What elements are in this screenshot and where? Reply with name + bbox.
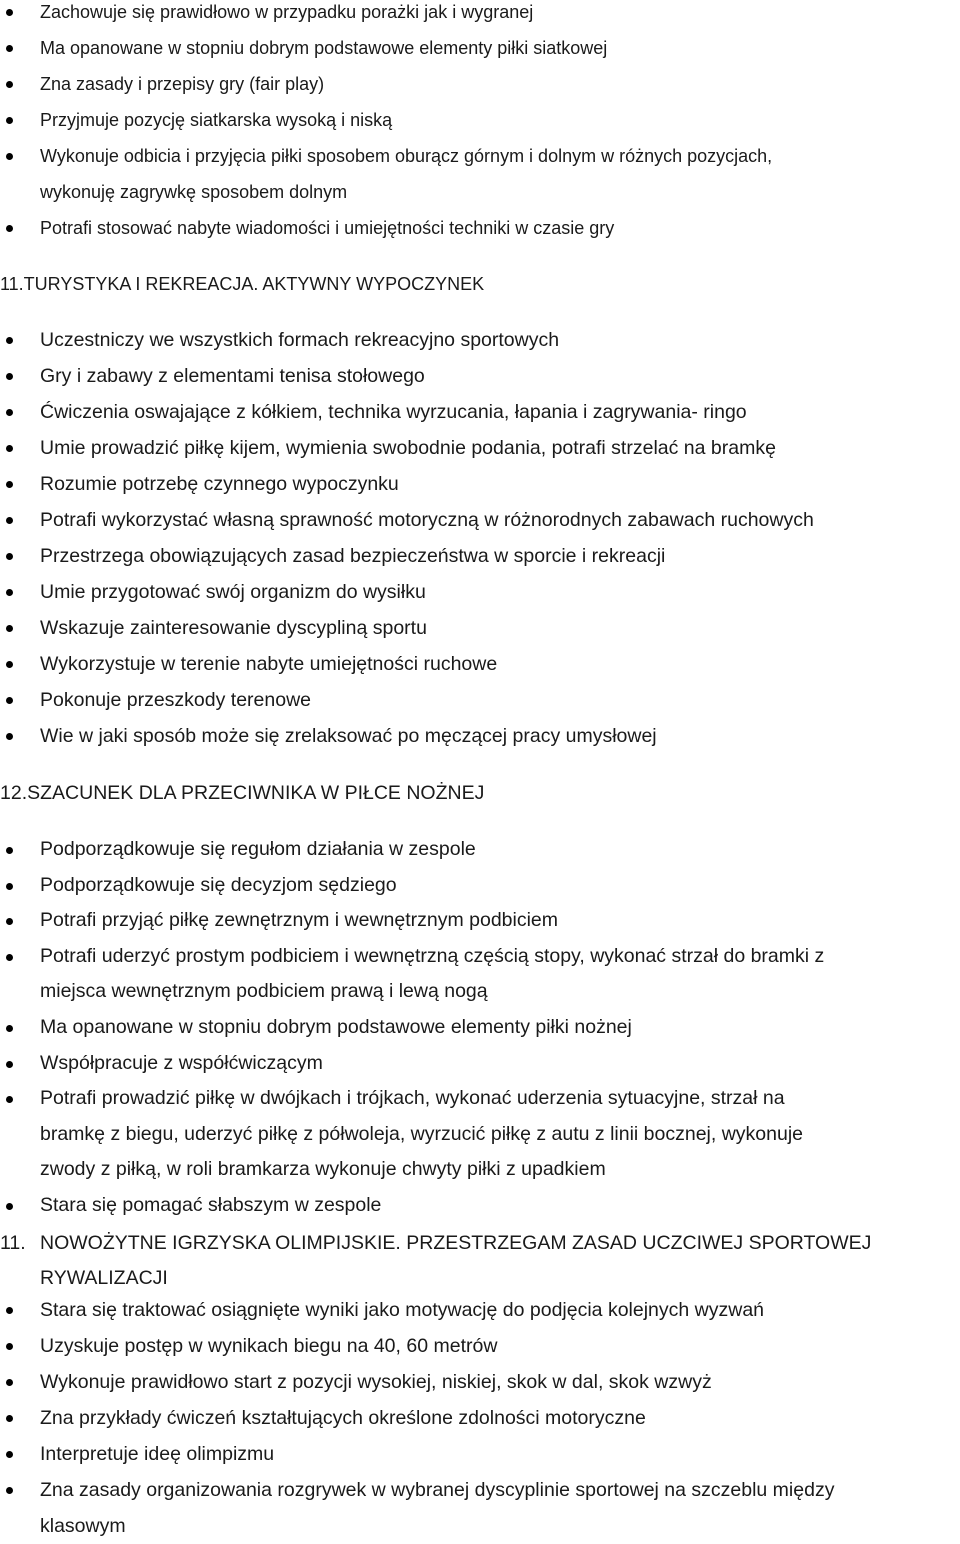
item-text: Wie w jaki sposób może się zrelaksować po męczącej pracy umysłowej: [40, 725, 657, 747]
item-text-continued: miejsca wewnętrznym podbiciem prawą i lewą nogą: [40, 980, 488, 1003]
bullet-icon: [6, 337, 13, 344]
item-text: Stara się traktować osiągnięte wyniki jako motywację do podjęcia kolejnych wyzwań: [40, 1299, 765, 1321]
item-text: Ćwiczenia oswajające z kółkiem, technika wyrzucania, łapania i zagrywania- ringo: [40, 401, 747, 423]
bullet-icon: [6, 589, 13, 596]
item-text: Uzyskuje postęp w wynikach biegu na 40, 60 metrów: [40, 1335, 498, 1357]
item-text: Potrafi prowadzić piłkę w dwójkach i trójkach, wykonać uderzenia sytuacyjne, strzał na: [40, 1087, 785, 1110]
item-text: Zna zasady organizowania rozgrywek w wybranej dyscyplinie sportowej na szczeblu między: [40, 1479, 835, 1501]
item-text: Zna przykłady ćwiczeń kształtujących określone zdolności motoryczne: [40, 1407, 646, 1429]
list-item: [0, 1364, 960, 1400]
item-text: Potrafi wykorzystać własną sprawność motoryczną w różnorodnych zabawach ruchowych: [40, 509, 814, 531]
item-text: Przestrzega obowiązujących zasad bezpieczeństwa w sporcie i rekreacji: [40, 545, 666, 567]
list-item: [0, 30, 960, 66]
list-item: [0, 1436, 960, 1472]
bullet-icon: [6, 661, 13, 668]
bullet-icon: [6, 225, 13, 232]
bullet-icon: [6, 1307, 13, 1314]
list-item: [0, 322, 960, 358]
list-item: [0, 646, 960, 682]
list-item: [0, 832, 960, 868]
item-text: Podporządkowuje się decyzjom sędziego: [40, 873, 397, 896]
list-item: [0, 66, 960, 102]
bullet-icon: [6, 1451, 13, 1458]
item-text: Gry i zabawy z elementami tenisa stołowego: [40, 365, 425, 387]
heading-line: NOWOŻYTNE IGRZYSKA OLIMPIJSKIE. PRZESTRZEGAM ZASAD UCZCIWEJ SPORTOWEJ: [40, 1232, 872, 1254]
item-text: Uczestniczy we wszystkich formach rekreacyjno sportowych: [40, 329, 560, 351]
item-text: Stara się pomagać słabszym w zespole: [40, 1193, 382, 1216]
item-text-continued: bramkę z biegu, uderzyć piłkę z półwoleja, wyrzucić piłkę z autu z linii bocznej, wykonuje: [40, 1122, 804, 1145]
bullet-icon: [6, 1343, 13, 1350]
list-item: [0, 682, 960, 718]
list-item: [0, 358, 960, 394]
bullet-icon: [6, 9, 13, 16]
list-item: [0, 1472, 960, 1544]
volleyball-skills-list: [0, 0, 960, 246]
item-text: Zna zasady i przepisy gry (fair play): [40, 74, 325, 94]
item-text-continued: zwody z piłką, w roli bramkarza wykonuje chwyty piłki z upadkiem: [40, 1158, 606, 1181]
item-text: Rozumie potrzebę czynnego wypoczynku: [40, 473, 399, 495]
bullet-icon: [6, 1203, 13, 1210]
item-text: Pokonuje przeszkody terenowe: [40, 689, 311, 711]
bullet-icon: [6, 1415, 13, 1422]
item-text: Potrafi uderzyć prostym podbiciem i wewnętrzną częścią stopy, wykonać strzał do bramki z: [40, 944, 825, 967]
item-text: Wykorzystuje w terenie nabyte umiejętności ruchowe: [40, 653, 498, 675]
bullet-icon: [6, 481, 13, 488]
list-item: [0, 210, 960, 246]
item-text-continued: wykonuję zagrywkę sposobem dolnym: [40, 182, 348, 202]
heading-line: RYWALIZACJI: [40, 1267, 168, 1289]
bullet-icon: [6, 45, 13, 52]
list-item: [0, 903, 960, 939]
bullet-icon: [6, 847, 13, 854]
item-text: Ma opanowane w stopniu dobrym podstawowe elementy piłki siatkowej: [40, 38, 608, 58]
item-text: Umie prowadzić piłkę kijem, wymienia swobodnie podania, potrafi strzelać na bramkę: [40, 437, 776, 459]
list-item: [0, 868, 960, 904]
bullet-icon: [6, 81, 13, 88]
bullet-icon: [6, 1379, 13, 1386]
bullet-icon: [6, 1487, 13, 1494]
section-heading-olympics: [0, 1226, 872, 1289]
bullet-icon: [6, 517, 13, 524]
list-item: [0, 466, 960, 502]
item-text: Przyjmuje pozycję siatkarska wysoką i niską: [40, 110, 393, 130]
list-item: [0, 502, 960, 538]
list-item: [0, 1328, 960, 1364]
item-text: Zachowuje się prawidłowo w przypadku porażki jak i wygranej: [40, 2, 534, 22]
list-item: [0, 1081, 960, 1188]
item-text: Ma opanowane w stopniu dobrym podstawowe elementy piłki nożnej: [40, 1015, 632, 1038]
list-item: [0, 138, 960, 210]
bullet-icon: [6, 1025, 13, 1032]
list-item: [0, 430, 960, 466]
bullet-icon: [6, 733, 13, 740]
bullet-icon: [6, 697, 13, 704]
list-item: [0, 1400, 960, 1436]
list-item: [0, 394, 960, 430]
section-heading-text: [40, 1226, 871, 1296]
item-text: Podporządkowuje się regułom działania w zespole: [40, 838, 476, 860]
bullet-icon: [6, 1096, 13, 1103]
bullet-icon: [6, 883, 13, 890]
item-text: Wykonuje prawidłowo start z pozycji wysokiej, niskiej, skok w dal, skok wzwyż: [40, 1371, 712, 1393]
list-item: [0, 1292, 960, 1328]
list-item: [0, 102, 960, 138]
bullet-icon: [6, 625, 13, 632]
bullet-icon: [6, 117, 13, 124]
list-item: [0, 574, 960, 610]
list-item: [0, 610, 960, 646]
bullet-icon: [6, 153, 13, 160]
bullet-icon: [6, 409, 13, 416]
list-item: [0, 939, 960, 1010]
section-heading-football: 12.SZACUNEK DLA PRZECIWNIKA W PIŁCE NOŻNEJ: [0, 782, 485, 804]
bullet-icon: [6, 553, 13, 560]
bullet-icon: [6, 954, 13, 961]
list-item: [0, 1046, 960, 1082]
list-item: [0, 0, 960, 30]
item-text: Współpracuje z współćwiczącym: [40, 1051, 323, 1074]
item-text: Wskazuje zainteresowanie dyscypliną sportu: [40, 617, 427, 639]
bullet-icon: [6, 445, 13, 452]
section-heading-tourism: 11.TURYSTYKA I REKREACJA. AKTYWNY WYPOCZYNEK: [0, 274, 485, 294]
tourism-skills-list: [0, 322, 960, 754]
section-number: 11.: [0, 1232, 26, 1254]
list-item: [0, 1188, 960, 1224]
list-item: [0, 538, 960, 574]
item-text-continued: klasowym: [40, 1515, 126, 1537]
bullet-icon: [6, 1061, 13, 1068]
list-item: [0, 718, 960, 754]
football-skills-list: [0, 832, 960, 1224]
list-item: [0, 1010, 960, 1046]
item-text: Potrafi stosować nabyte wiadomości i umiejętności techniki w czasie gry: [40, 218, 615, 238]
item-text: Interpretuje ideę olimpizmu: [40, 1443, 275, 1465]
olympics-skills-list: [0, 1292, 960, 1544]
bullet-icon: [6, 373, 13, 380]
item-text: Umie przygotować swój organizm do wysiłku: [40, 581, 426, 603]
bullet-icon: [6, 918, 13, 925]
item-text: Wykonuje odbicia i przyjęcia piłki sposobem oburącz górnym i dolnym w różnych pozycjach,: [40, 146, 773, 166]
item-text: Potrafi przyjąć piłkę zewnętrznym i wewnętrznym podbiciem: [40, 909, 559, 932]
